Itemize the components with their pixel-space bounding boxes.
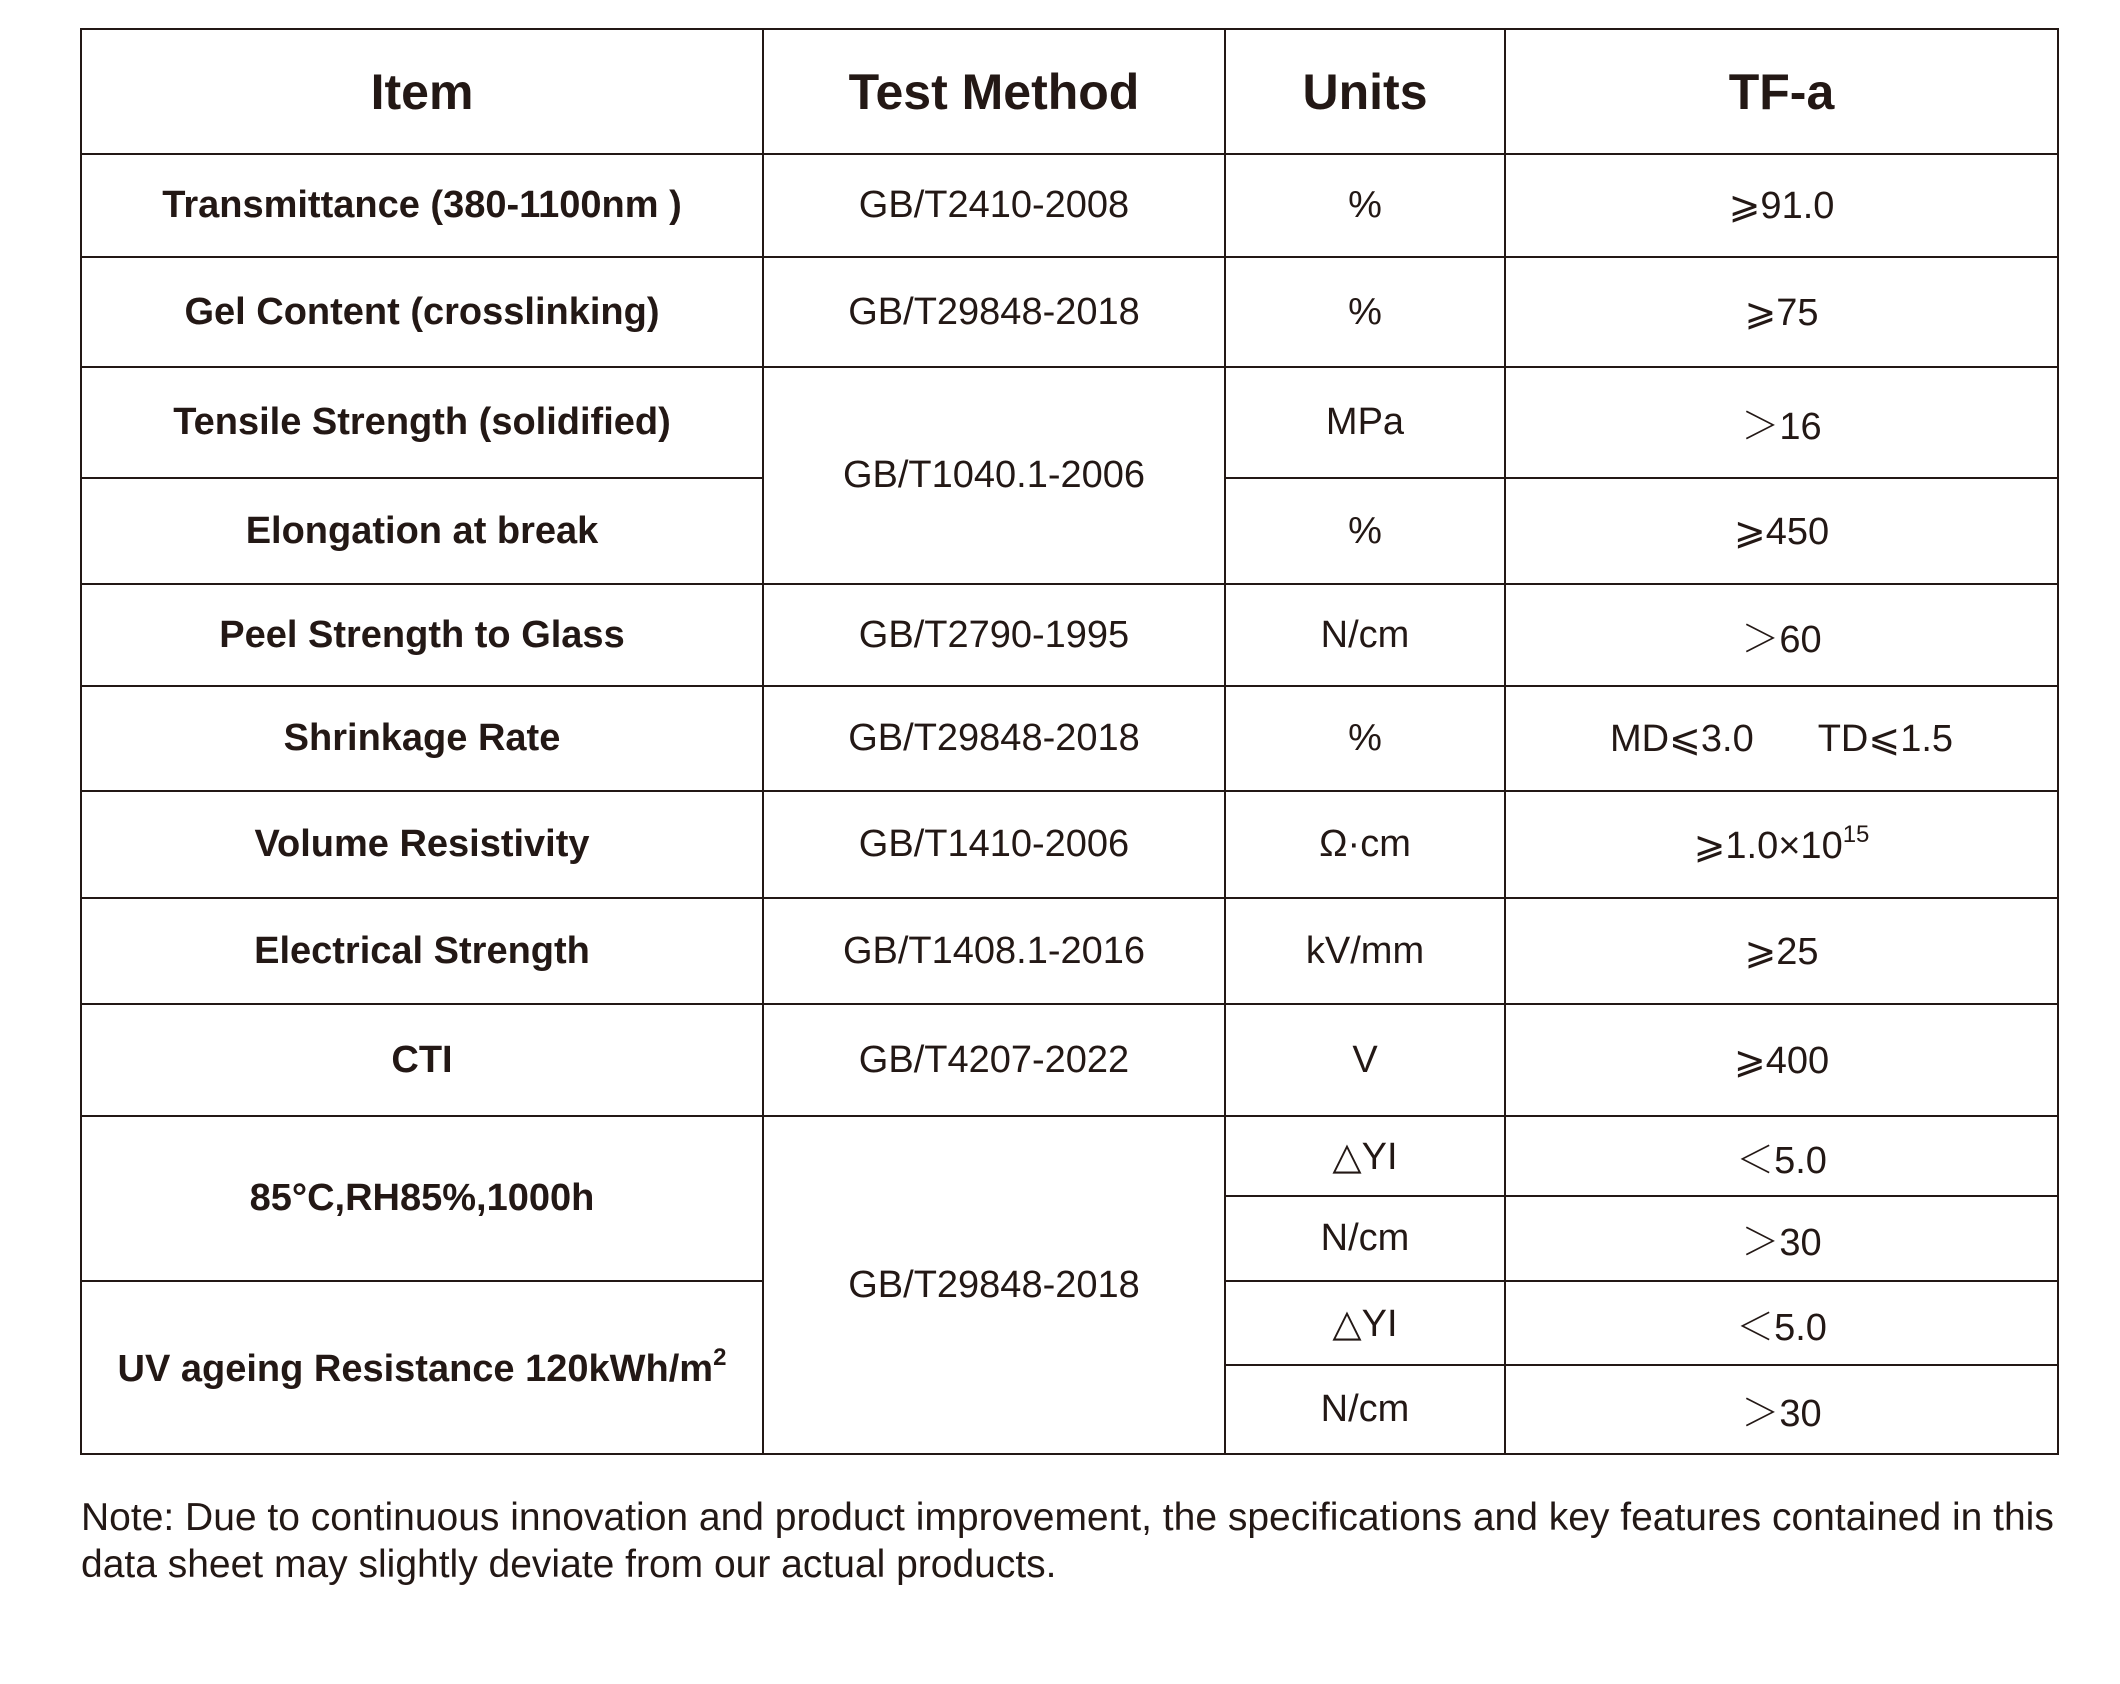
- item-cell: Tensile Strength (solidified): [81, 367, 763, 478]
- table-row: [81, 898, 2058, 1004]
- item-cell: Peel Strength to Glass: [81, 584, 763, 686]
- value-cell: ⩾450: [1505, 478, 2058, 584]
- unit-cell: △YI: [1225, 1116, 1505, 1196]
- unit-cell: MPa: [1225, 367, 1505, 478]
- table-row: [81, 367, 2058, 478]
- unit-cell: %: [1225, 257, 1505, 367]
- item-cell: Elongation at break: [81, 478, 763, 584]
- method-cell: GB/T4207-2022: [763, 1004, 1225, 1116]
- value-cell: ⩾25: [1505, 898, 2058, 1004]
- header-item: Item: [81, 29, 763, 154]
- method-cell: GB/T1410-2006: [763, 791, 1225, 898]
- item-exponent: 2: [713, 1344, 727, 1371]
- value-cell: ⩾400: [1505, 1004, 2058, 1116]
- value-cell: ⩾91.0: [1505, 154, 2058, 257]
- table-row: [81, 686, 2058, 791]
- unit-cell: N/cm: [1225, 1365, 1505, 1454]
- item-cell: Shrinkage Rate: [81, 686, 763, 791]
- value-exponent: 15: [1842, 821, 1870, 848]
- table-row: [81, 791, 2058, 898]
- item-cell: CTI: [81, 1004, 763, 1116]
- method-cell: GB/T29848-2018: [763, 1116, 1225, 1454]
- table-row: [81, 584, 2058, 686]
- method-cell: GB/T29848-2018: [763, 686, 1225, 791]
- header-tf-a: TF-a: [1505, 29, 2058, 154]
- item-cell: Gel Content (crosslinking): [81, 257, 763, 367]
- method-cell: GB/T1040.1-2006: [763, 367, 1225, 584]
- value-cell: ⩾75: [1505, 257, 2058, 367]
- value-md: MD⩽3.0: [1609, 718, 1754, 760]
- value-td: TD⩽1.5: [1817, 718, 1954, 760]
- unit-cell: %: [1225, 686, 1505, 791]
- table-row: [81, 1004, 2058, 1116]
- item-cell: Volume Resistivity: [81, 791, 763, 898]
- unit-cell: N/cm: [1225, 584, 1505, 686]
- value-cell: ＜5.0: [1505, 1116, 2058, 1196]
- value-cell: ＞60: [1505, 584, 2058, 686]
- unit-cell: V: [1225, 1004, 1505, 1116]
- unit-cell: N/cm: [1225, 1196, 1505, 1281]
- unit-cell: Ω·cm: [1225, 791, 1505, 898]
- method-cell: GB/T29848-2018: [763, 257, 1225, 367]
- value-cell: [1505, 791, 2058, 898]
- unit-cell: %: [1225, 478, 1505, 584]
- value-base: ⩾1.0×10: [1693, 825, 1843, 867]
- item-cell: Electrical Strength: [81, 898, 763, 1004]
- spec-table: [80, 28, 2059, 1455]
- item-cell: Transmittance (380-1100nm ): [81, 154, 763, 257]
- unit-cell: △YI: [1225, 1281, 1505, 1365]
- item-cell: [81, 1281, 763, 1454]
- unit-cell: kV/mm: [1225, 898, 1505, 1004]
- disclaimer-note: Note: Due to continuous innovation and product improvement, the specifications and key features contained in this data sheet may slightly deviate from our actual products.: [81, 1496, 2054, 1586]
- value-cell: ＜5.0: [1505, 1281, 2058, 1365]
- header-units: Units: [1225, 29, 1505, 154]
- table-row: [81, 1116, 2058, 1196]
- table-row: [81, 154, 2058, 257]
- item-text: UV ageing Resistance 120kWh/m: [117, 1348, 714, 1390]
- value-cell: [1505, 686, 2058, 791]
- method-cell: GB/T2410-2008: [763, 154, 1225, 257]
- value-cell: ＞16: [1505, 367, 2058, 478]
- unit-cell: %: [1225, 154, 1505, 257]
- method-cell: GB/T2790-1995: [763, 584, 1225, 686]
- item-cell: 85°C,RH85%,1000h: [81, 1116, 763, 1281]
- header-test-method: Test Method: [763, 29, 1225, 154]
- value-cell: ＞30: [1505, 1196, 2058, 1281]
- header-row: [81, 29, 2058, 154]
- value-cell: ＞30: [1505, 1365, 2058, 1454]
- method-cell: GB/T1408.1-2016: [763, 898, 1225, 1004]
- table-row: [81, 257, 2058, 367]
